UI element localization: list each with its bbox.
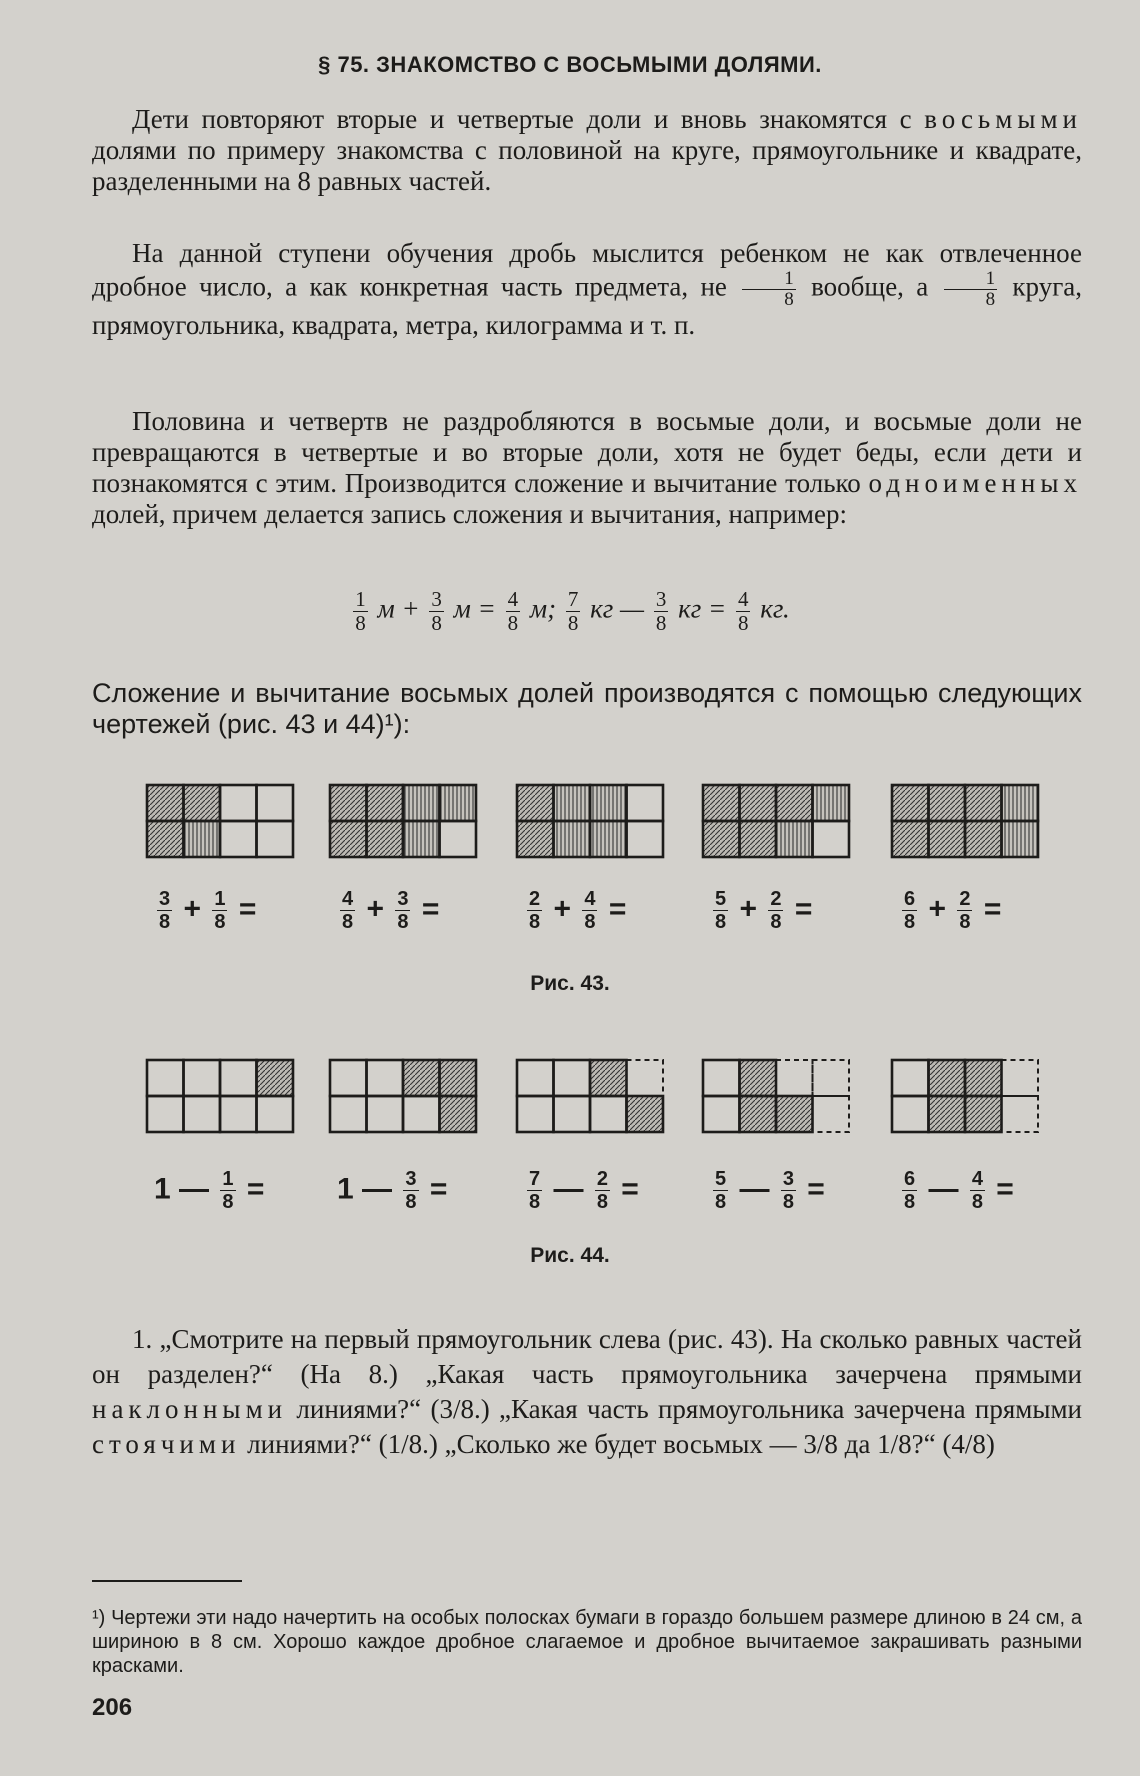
shaded-cell — [965, 821, 1002, 857]
page-number: 206 — [92, 1694, 133, 1721]
section-heading: § 75. ЗНАКОМСТВО С ВОСЬМЫМИ ДОЛЯМИ. — [318, 52, 822, 77]
fraction: $\frac{1}{8}$ — [944, 269, 998, 310]
paragraph-3: Половина и четвертв не раздробляются в восьмые доли, и восьмые доли не превращаются в четвертые и во вторые доли, хотя не будет беды, если дети и познакомятся с этим. Производится сложение и вычитание только одноименных долей, причем делается запись сложения и вычитания, например: — [92, 406, 1082, 529]
grid-cell — [184, 1060, 221, 1096]
shaded-cell — [403, 785, 440, 821]
grid-cell — [184, 1096, 221, 1132]
fig43-rect-5 — [892, 785, 1038, 857]
shaded-cell — [703, 821, 740, 857]
shaded-cell — [965, 1096, 1002, 1132]
shaded-cell — [929, 1060, 966, 1096]
paragraph-2: На данной ступени обучения дробь мыслится ребенком не как отвлеченное дробное число, а как конкретная часть предмета, не $\frac{1}{8}$ вообще, а $\frac{1}{8}$ круга, прямоугольника, квадрата, метра, килограмма и т. п. — [92, 238, 1083, 340]
grid-cell — [330, 1060, 367, 1096]
fig44-rect-3 — [517, 1060, 663, 1132]
shaded-cell — [776, 785, 813, 821]
shaded-cell — [367, 785, 404, 821]
fig44-exprs-expr-2: 1 — $\frac{3}{8}$ = — [337, 1168, 448, 1213]
shaded-cell — [403, 821, 440, 857]
shaded-cell — [590, 1060, 627, 1096]
shaded-cell — [740, 1096, 777, 1132]
fig44-exprs-expr-4: $\frac{5}{8}$ — $\frac{3}{8}$ = — [715, 1168, 825, 1213]
shaded-cell — [517, 821, 554, 857]
shaded-cell — [740, 821, 777, 857]
fig43-rect-4 — [703, 785, 849, 857]
shaded-cell — [1002, 785, 1039, 821]
shaded-cell — [627, 1096, 664, 1132]
footnote-rule — [92, 1580, 242, 1582]
grid-cell — [554, 1096, 591, 1132]
shaded-cell — [776, 1096, 813, 1132]
grid-cell — [703, 1060, 740, 1096]
fig43-exprs-expr-4: $\frac{5}{8}$ + $\frac{2}{8}$ = — [715, 888, 813, 933]
fig44-rect-5 — [892, 1060, 1038, 1132]
grid-cell — [220, 785, 257, 821]
grid-cell — [330, 1096, 367, 1132]
grid-cell — [147, 1060, 184, 1096]
shaded-cell — [929, 785, 966, 821]
fig44-exprs-expr-3: $\frac{7}{8}$ — $\frac{2}{8}$ = — [529, 1168, 639, 1213]
shaded-cell — [776, 821, 813, 857]
fig44-rect-1 — [147, 1060, 293, 1132]
shaded-cell — [965, 785, 1002, 821]
shaded-cell — [813, 785, 850, 821]
grid-cell — [590, 1096, 627, 1132]
grid-cell — [440, 821, 477, 857]
fig44-exprs-expr-5: $\frac{6}{8}$ — $\frac{4}{8}$ = — [904, 1168, 1014, 1213]
missing-cell — [627, 1060, 664, 1096]
shaded-cell — [892, 821, 929, 857]
fig44-rect-2 — [330, 1060, 476, 1132]
shaded-cell — [740, 1060, 777, 1096]
grid-cell — [517, 1096, 554, 1132]
fig43-rect-1 — [147, 785, 293, 857]
shaded-cell — [184, 821, 221, 857]
grid-cell — [257, 821, 294, 857]
fig44-exprs-expr-1: 1 — $\frac{1}{8}$ = — [154, 1168, 265, 1213]
shaded-cell — [517, 785, 554, 821]
shaded-cell — [257, 1060, 294, 1096]
fig44-rect-4 — [703, 1060, 849, 1132]
grid-cell — [367, 1096, 404, 1132]
shaded-cell — [440, 1096, 477, 1132]
grid-cell — [147, 1096, 184, 1132]
shaded-cell — [147, 821, 184, 857]
grid-cell — [554, 1060, 591, 1096]
shaded-cell — [929, 1096, 966, 1132]
grid-cell — [627, 785, 664, 821]
shaded-cell — [184, 785, 221, 821]
missing-cell — [1002, 1060, 1039, 1096]
shaded-cell — [403, 1060, 440, 1096]
shaded-cell — [554, 785, 591, 821]
footnote: ¹) Чертежи эти надо начертить на особых полосках бумаги в гораздо большем размере длиною в 24 см, а шириною в 8 см. Хорошо каждое дробное слагаемое и дробное вычитаемое закрашивать разными красками. — [92, 1607, 1082, 1677]
fig43-exprs-expr-2: $\frac{4}{8}$ + $\frac{3}{8}$ = — [342, 888, 440, 933]
shaded-cell — [740, 785, 777, 821]
shaded-cell — [1002, 821, 1039, 857]
grid-cell — [257, 1096, 294, 1132]
shaded-cell — [929, 821, 966, 857]
shaded-cell — [440, 785, 477, 821]
grid-cell — [517, 1060, 554, 1096]
shaded-cell — [554, 821, 591, 857]
shaded-cell — [892, 785, 929, 821]
grid-cell — [703, 1096, 740, 1132]
shaded-cell — [330, 821, 367, 857]
spaced-word: одноименных — [868, 468, 1082, 498]
grid-cell — [892, 1060, 929, 1096]
formula-line: $\frac{1}{8}$ м + $\frac{3}{8}$ м = $\frac{4}{8}$ м; $\frac{7}{8}$ кг — $\frac{3}{8}$ кг = $\frac{4}{8}$ кг. — [355, 587, 790, 635]
fraction: $\frac{1}{8}$ — [742, 269, 796, 310]
figure-43-drawings — [0, 780, 1140, 870]
grid-cell — [220, 821, 257, 857]
figure-44-drawings — [0, 1055, 1140, 1145]
missing-cell — [813, 1096, 850, 1132]
fig43-rect-2 — [330, 785, 476, 857]
shaded-cell — [590, 821, 627, 857]
shaded-cell — [703, 785, 740, 821]
missing-cell — [776, 1060, 813, 1096]
shaded-cell — [330, 785, 367, 821]
grid-cell — [627, 821, 664, 857]
missing-cell — [813, 1060, 850, 1096]
fig43-exprs-expr-3: $\frac{2}{8}$ + $\frac{4}{8}$ = — [529, 888, 627, 933]
grid-cell — [257, 785, 294, 821]
grid-cell — [220, 1096, 257, 1132]
shaded-cell — [367, 821, 404, 857]
grid-cell — [367, 1060, 404, 1096]
shaded-cell — [965, 1060, 1002, 1096]
fig43-rect-3 — [517, 785, 663, 857]
missing-cell — [1002, 1096, 1039, 1132]
spaced-word: восьмыми — [924, 104, 1082, 134]
fig43-exprs-expr-5: $\frac{6}{8}$ + $\frac{2}{8}$ = — [904, 888, 1002, 933]
paragraph-4: Сложение и вычитание восьмых долей производятся с помощью следующих чертежей (рис. 43 и 44)¹): — [92, 678, 1082, 739]
figure-44-caption: Рис. 44. — [530, 1244, 610, 1267]
grid-cell — [892, 1096, 929, 1132]
grid-cell — [813, 821, 850, 857]
grid-cell — [403, 1096, 440, 1132]
shaded-cell — [440, 1060, 477, 1096]
shaded-cell — [147, 785, 184, 821]
fig43-exprs-expr-1: $\frac{3}{8}$ + $\frac{1}{8}$ = — [159, 888, 257, 933]
exercise-text: 1. „Смотрите на первый прямоугольник слева (рис. 43). На сколько равных частей он разделен?“ (На 8.) „Какая часть прямоугольника зачерчена прямыми наклонными линиями?“ (3/8.) „Какая часть прямоугольника зачерчена прямыми стоячими линиями?“ (1/8.) „Сколько же будет восьмых — 3/8 да 1/8?“ (4/8) — [92, 1324, 1082, 1459]
figure-43-caption: Рис. 43. — [530, 972, 610, 995]
paragraph-1: Дети повторяют вторые и четвертые доли и вновь знакомятся с восьмыми долями по примеру знакомства с половиной на круге, прямоугольнике и квадрате, разделенными на 8 равных частей. — [92, 104, 1082, 196]
shaded-cell — [590, 785, 627, 821]
grid-cell — [220, 1060, 257, 1096]
